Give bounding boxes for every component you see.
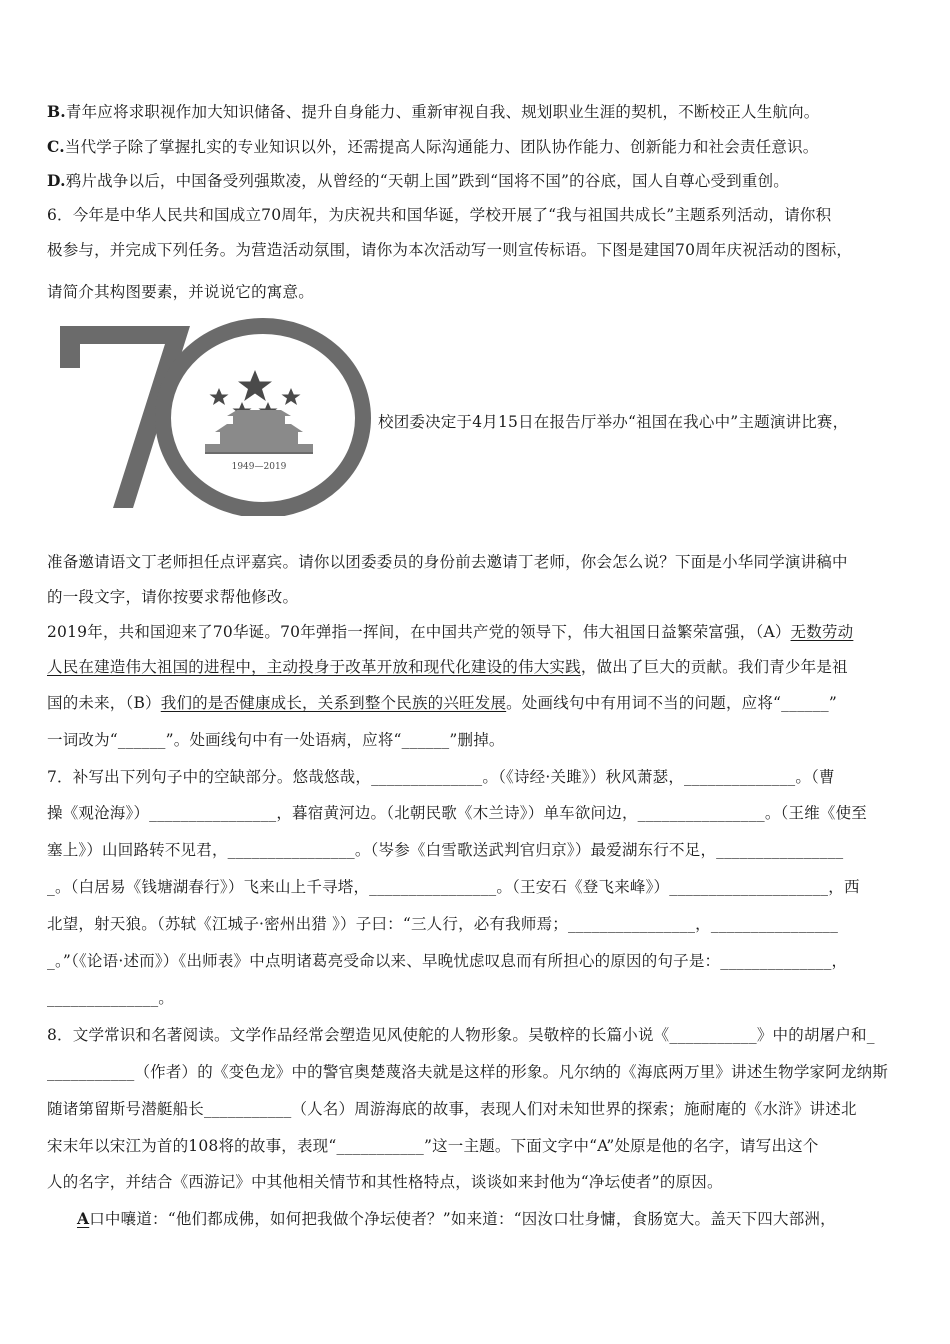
quote-text: 口中嚷道：“他们都成佛，如何把我做个净坛使者？”如来道：“因汝口壮身慵，食肠宽大。盖天下四大部洲， [89,1210,836,1228]
q6-line-1: 6．今年是中华人民共和国成立70周年，为庆祝共和国华诞，学校开展了“我与祖国共成长”主题系列活动，请你积 [47,206,832,224]
q8-quote [77,1209,836,1229]
passage-line-3-rest: 。处画线句中有用词不当的问题，应将“______” [506,694,838,712]
option-b [47,102,820,122]
logo-star-large [238,370,272,401]
option-d-text: 鸦片战争以后，中国备受列强欺凌，从曾经的“天朝上国”跌到“国将不国”的谷底，国人自尊心受到重创。 [65,172,789,190]
passage-line-2-rest: ，做出了巨大的贡献。我们青少年是祖 [580,658,848,676]
q7-line-3: 塞上》）山回路转不见君，________________。（岑参《白雪歌送武判官归京》）最爱湖东行不足，________________ [47,841,844,859]
q8-line-5: 人的名字，并结合《西游记》中其他相关情节和其性格特点，谈谈如来封他为“净坛使者”的原因。 [47,1173,723,1191]
anniversary-70-logo [55,318,375,516]
option-c-label: C. [47,137,65,156]
logo-years: 1949—2019 [231,462,287,472]
passage-underline-a-start: 无数劳动 [790,623,854,641]
passage-line-3-start: 国的未来，（B） [47,694,161,712]
option-d-label: D. [47,171,66,190]
q6-passage-line-1 [47,622,853,642]
passage-underline-b: 我们的是否健康成长，关系到整个民族的兴旺发展 [160,694,507,712]
option-d [47,171,789,191]
q7-line-4: _。（白居易《钱塘湖春行》）飞来山上千寻塔，________________。（王安石《登飞来峰》）____________________，西 [47,878,860,896]
quote-mark-a: A [77,1209,90,1228]
option-b-label: B. [47,102,66,121]
logo-tiananmen [205,410,313,454]
q6-line-3: 请简介其构图要素，并说说它的寓意。 [47,283,314,301]
option-c-text: 当代学子除了掌握扎实的专业知识以外，还需提高人际沟通能力、团队协作能力、创新能力和社会责任意识。 [64,138,819,156]
option-b-text: 青年应将求职视作加大知识储备、提升自身能力、重新审视自我、规划职业生涯的契机，不断校正人生航向。 [65,103,820,121]
passage-line-1-text: 2019年，共和国迎来了70华诞。70年弹指一挥间，在中国共产党的领导下，伟大祖国日益繁荣富强，（A） [47,623,791,641]
passage-underline-a: 人民在建造伟大祖国的进程中，主动投身于改革开放和现代化建设的伟大实践 [47,658,581,676]
q6-passage-line-3 [47,693,837,713]
q7-line-6: _。”（《论语·述而》）《出师表》中点明诸葛亮受命以来、早晚忧虑叹息而有所担心的原因的句子是：______________， [47,952,848,970]
q7-line-5: 北望，射天狼。（苏轼《江城子·密州出猎 》）子曰：“三人行，必有我师焉；________________，________________ [47,915,839,933]
q8-line-3: 随诸第留斯号潜艇船长___________（人名）周游海底的故事，表现人们对未知世界的探索；施耐庵的《水浒》讲述北 [47,1100,857,1118]
q6-line-5: 的一段文字，请你按要求帮他修改。 [47,588,299,606]
q7-line-1: 7．补写出下列句子中的空缺部分。悠哉悠哉，______________。（《诗经·关雎》）秋风萧瑟，______________。（曹 [47,768,835,786]
logo-star-1 [210,388,229,405]
q6-logo-side-text: 校团委决定于4月15日在报告厅举办“祖国在我心中”主题演讲比赛， [378,413,849,431]
q6-passage-line-4: 一词改为“______”。处画线句中有一处语病，应将“______”删掉。 [47,731,505,749]
q8-line-2: ___________（作者）的《变色龙》中的警官奥楚蔑洛夫就是这样的形象。凡尔纳的《海底两万里》讲述生物学家阿龙纳斯 [47,1063,889,1081]
q8-line-4: 宋末年以宋江为首的108将的故事，表现“___________”这一主题。下面文字中“A”处原是他的名字，请写出这个 [47,1137,819,1155]
q6-line-4: 准备邀请语文丁老师担任点评嘉宾。请你以团委委员的身份前去邀请丁老师，你会怎么说？下面是小华同学演讲稿中 [47,553,848,571]
q7-line-7: ______________。 [47,989,175,1007]
logo-star-4 [282,388,301,405]
q8-line-1: 8．文学常识和名著阅读。文学作品经常会塑造见风使舵的人物形象。吴敬梓的长篇小说《___________》中的胡屠户和_ [47,1026,875,1044]
option-c [47,137,818,157]
q6-line-2: 极参与，并完成下列任务。为营造活动氛围，请你为本次活动写一则宣传标语。下图是建国70周年庆祝活动的图标， [47,241,853,259]
q7-line-2: 操《观沧海》）________________，暮宿黄河边。（北朝民歌《木兰诗》）单车欲问边，________________。（王维《使至 [47,804,868,822]
q6-passage-line-2 [47,657,848,677]
